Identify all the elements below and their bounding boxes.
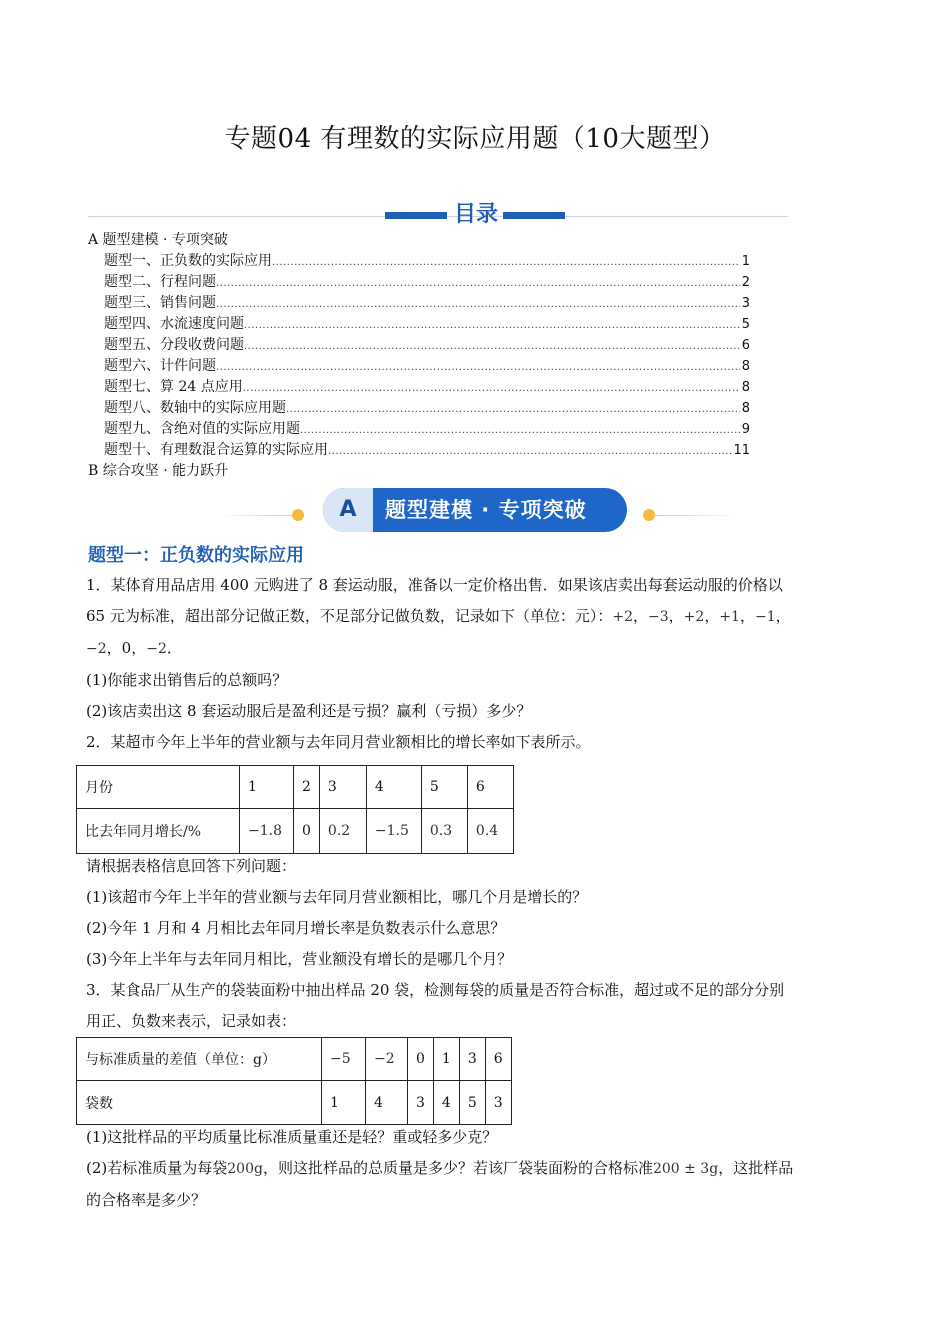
toc-section-b[interactable]: B 综合攻坚 · 能力跃升 [88,463,229,479]
banner-line-left [215,515,297,516]
table-row: 月份 1 2 3 4 5 6 [77,766,514,809]
toc-item[interactable]: 题型五、分段收费问题 ..... 6 [88,335,750,356]
q2-sub1: (1)该超市今年上半年的营业额与去年同月营业额相比，哪几个月是增长的？ [86,888,588,906]
toc-bar-right [503,212,565,219]
toc-item[interactable]: 题型二、行程问题 ..... 2 [88,272,750,293]
banner-dot-left [292,509,304,521]
banner-line-right [652,515,740,516]
page-title: 专题04 有理数的实际应用题（10大题型） [224,124,726,154]
growth-table [76,765,514,854]
q3-stem: 3．某食品厂从生产的袋装面粉中抽出样品 20 袋，检测每袋的质量是否符合标准，超过或不足的部分分别 [86,981,785,999]
banner-letter: A [323,488,373,532]
table-of-contents [88,230,750,482]
toc-section-a[interactable]: A 题型建模 · 专项突破 [88,232,228,248]
toc-item[interactable]: 题型八、数轴中的实际应用题 ..... 8 [88,398,750,419]
toc-item[interactable]: 题型六、计件问题 ..... 8 [88,356,750,377]
section-heading: 题型一：正负数的实际应用 [88,545,304,566]
toc-bar-left [385,212,447,219]
toc-heading: 目录 [453,202,498,227]
toc-item[interactable]: 题型七、算 24 点应用 ..... 8 [88,377,750,398]
q1-sub2: (2)该店卖出这 8 套运动服后是盈利还是亏损？赢利（亏损）多少？ [86,702,532,720]
q2-stem: 2．某超市今年上半年的营业额与去年同月营业额相比的增长率如下表所示。 [86,733,591,751]
toc-item[interactable]: 题型四、水流速度问题 ..... 5 [88,314,750,335]
table-row: 袋数 1 4 3 4 5 3 [77,1081,512,1125]
toc-item[interactable]: 题型十、有理数混合运算的实际应用 ..... 11 [88,440,750,461]
toc-item[interactable]: 题型一、正负数的实际应用 ..... 1 [88,251,750,272]
q3-sub1: (1)这批样品的平均质量比标准质量重还是轻？重或轻多少克？ [86,1128,498,1146]
toc-item[interactable]: 题型九、含绝对值的实际应用题 ..... 9 [88,419,750,440]
table-row: 与标准质量的差值（单位：g） −5 −2 0 1 3 6 [77,1038,512,1081]
toc-item[interactable]: 题型三、销售问题 ..... 3 [88,293,750,314]
q3-sub2: (2)若标准质量为每袋200g，则这批样品的总质量是多少？若该厂袋装面粉的合格标准200 ± 3g，这批样品 [86,1159,794,1177]
q2-questions: 请根据表格信息回答下列问题： (1)该超市今年上半年的营业额与去年同月营业额相比，哪几个月是增长的？ (2)今年 1 月和 4 月相比去年同月增长率是负数表示什么意思？ (3)今年上半年与去年同月相比，营业额没有增长的是哪几个月？ 3．某食品厂从生产的袋装面粉中抽出样品 20 袋，检测每袋的质量是否符合标准，超过或不足的部分分别 用正、负数来表示，记录如表： [86,851,866,1037]
q2-sub2: (2)今年 1 月和 4 月相比去年同月增长率是负数表示什么意思？ [86,919,506,937]
banner-text: 题型建模 · 专项突破 [385,498,587,522]
weight-table [76,1037,512,1125]
section-banner [323,488,627,532]
q1-stem: 1．某体育用品店用 400 元购进了 8 套运动服，准备以一定价格出售．如果该店卖出每套运动服的价格以 65 元为标准，超出部分记做正数，不足部分记做负数，记录如下（单位：元）：+2，−3，+2，+1，−1， −2，0，−2． (1)你能求出销售后的总额吗？ (2)该店卖出这 8 套运动服后是盈利还是亏损？赢利（亏损）多少？ 2．某超市今年上半年的营业额与去年同月营业额相比的增长率如下表所示。 [86,570,866,758]
q3-questions: (1)这批样品的平均质量比标准质量重还是轻？重或轻多少克？ (2)若标准质量为每袋200g，则这批样品的总质量是多少？若该厂袋装面粉的合格标准200 ± 3g，这批样品 的合格率是多少？ [86,1122,866,1216]
table-row: 比去年同月增长/% −1.8 0 0.2 −1.5 0.3 0.4 [77,809,514,854]
q1-sub1: (1)你能求出销售后的总额吗？ [86,671,288,689]
q2-sub3: (3)今年上半年与去年同月相比，营业额没有增长的是哪几个月？ [86,950,513,968]
